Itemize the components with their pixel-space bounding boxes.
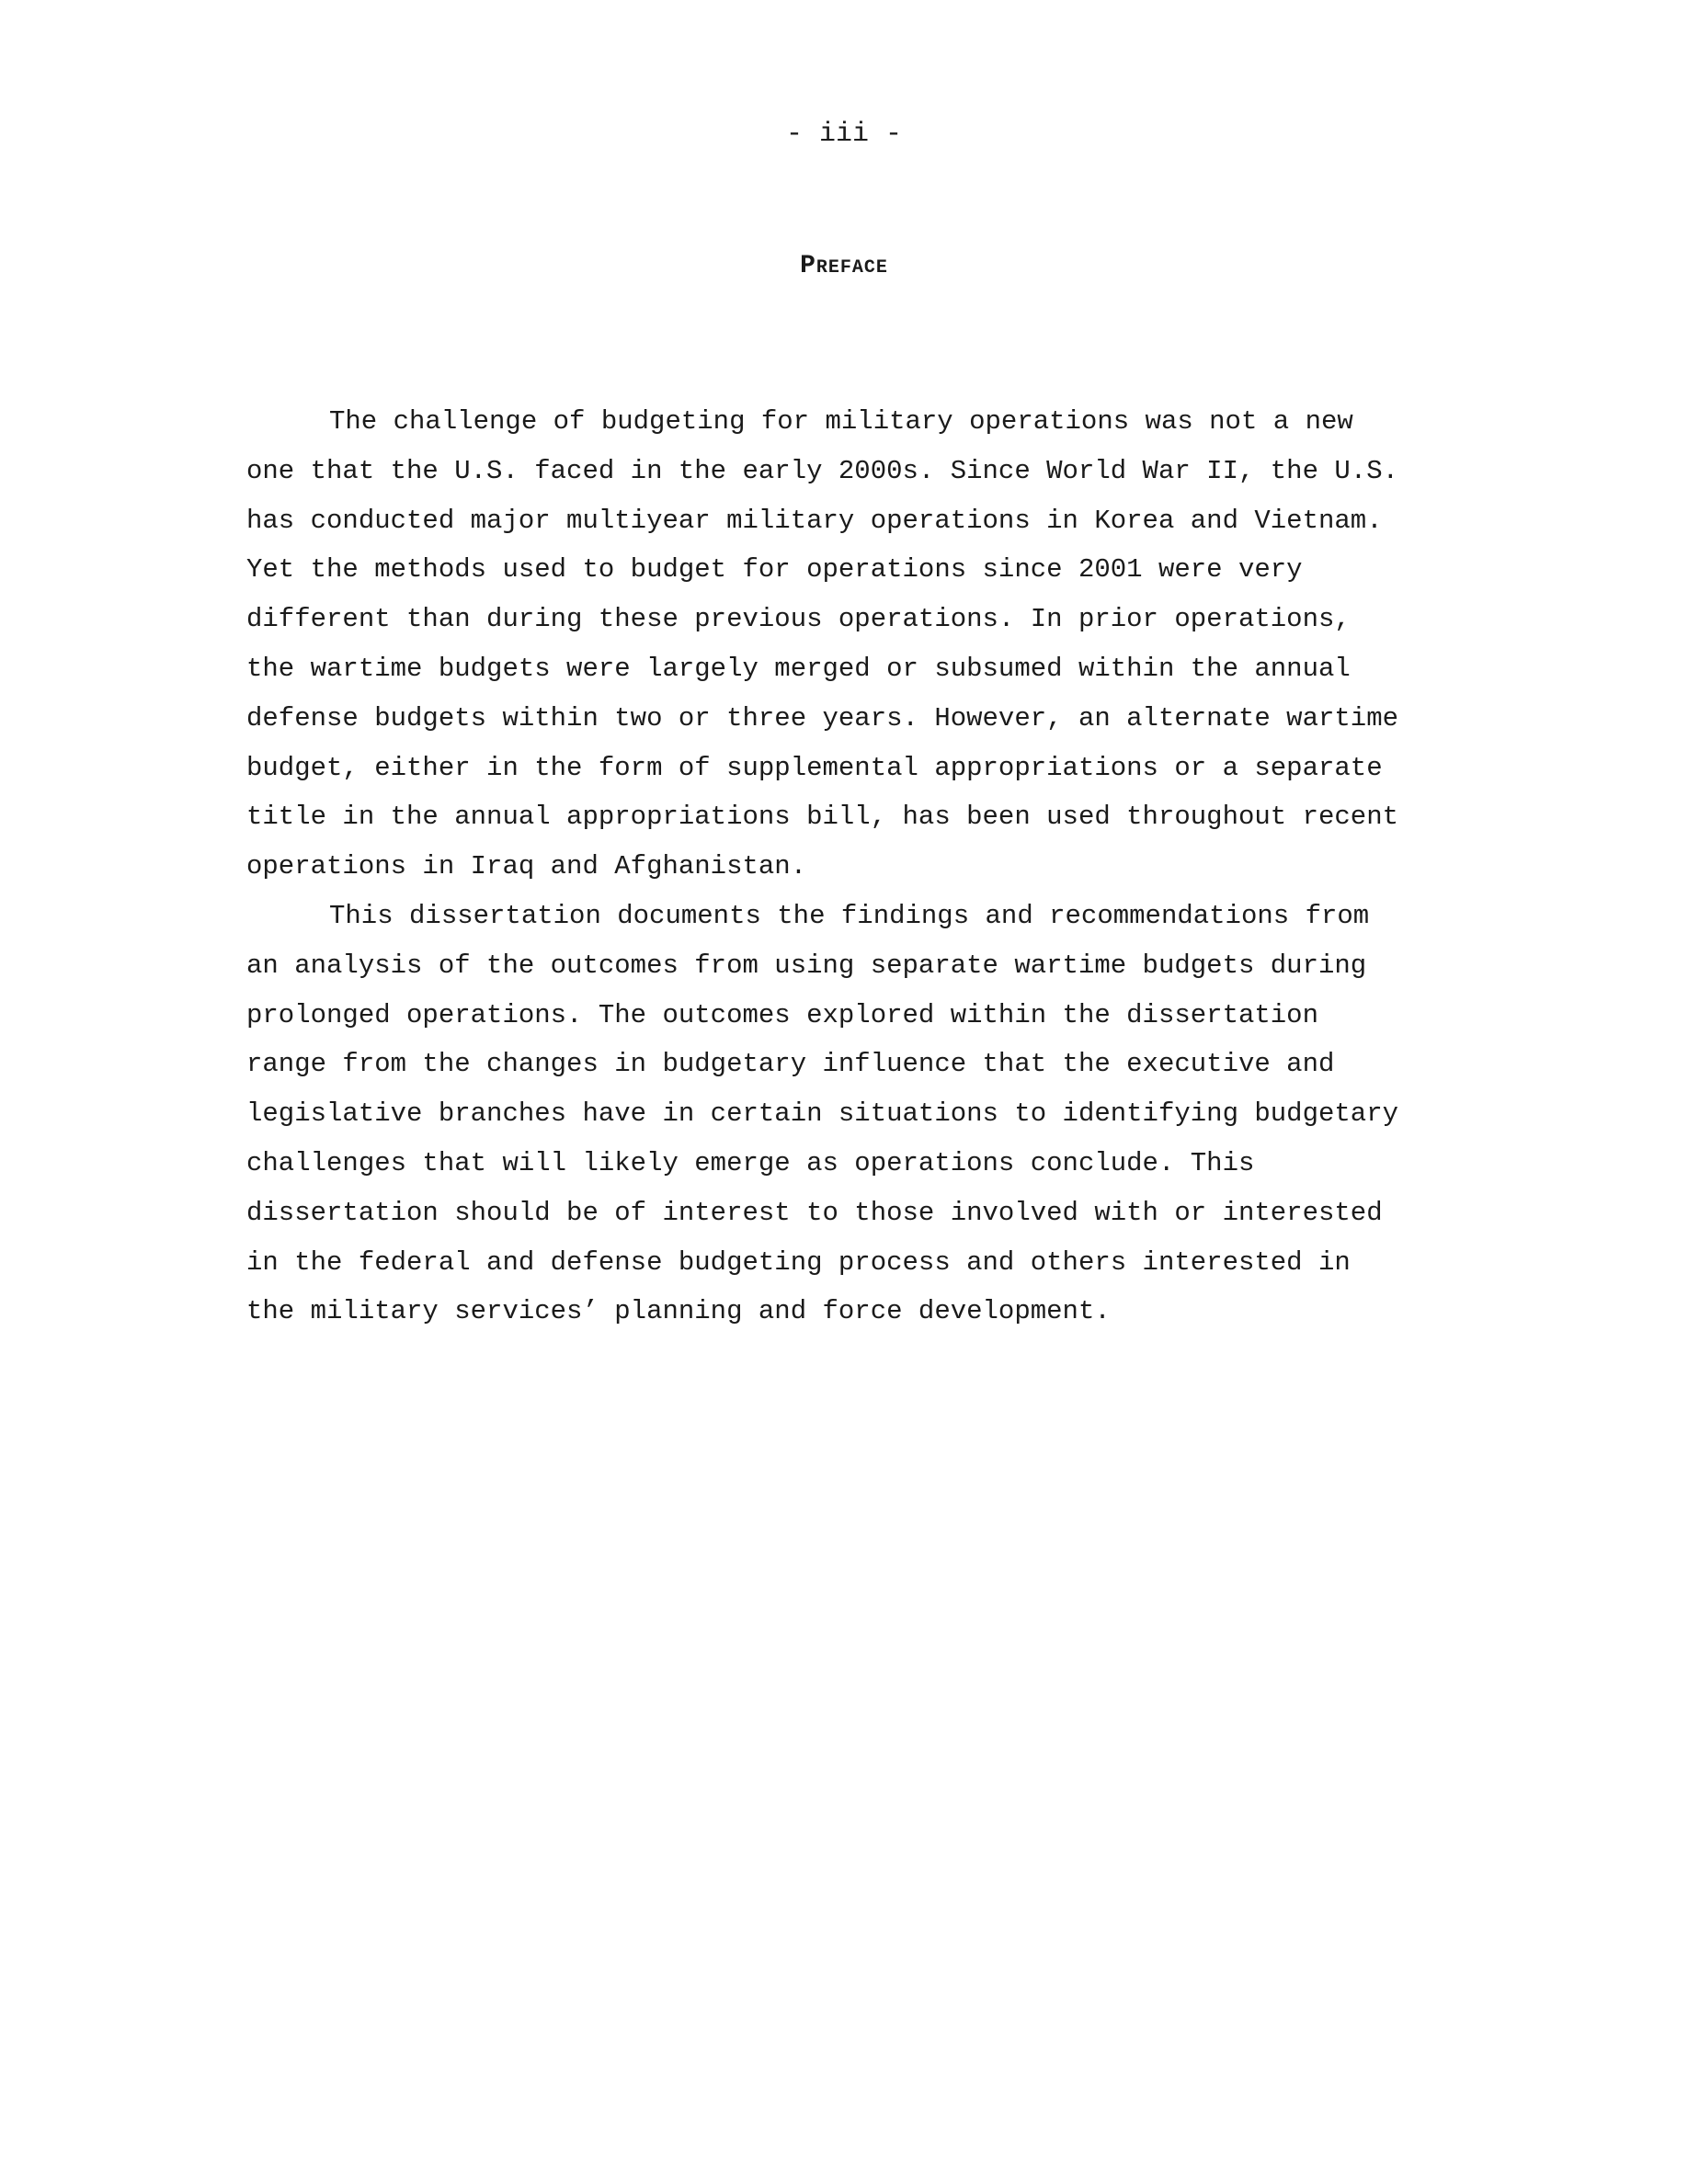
section-heading: Preface [800,252,888,280]
text-line: challenges that will likely emerge as operations conclude. This [246,1147,1255,1178]
text-line: one that the U.S. faced in the early 2000s. Since World War II, the U.S. [246,455,1399,486]
text-line: Yet the methods used to budget for operations since 2001 were very [246,554,1303,586]
text-line: the military services’ planning and force development. [246,1296,1111,1327]
text-line: The challenge of budgeting for military operations was not a new [329,406,1353,437]
text-line: the wartime budgets were largely merged or subsumed within the annual [246,653,1351,684]
text-line: has conducted major multiyear military operations in Korea and Vietnam. [246,505,1383,536]
text-line: different than during these previous operations. In prior operations, [246,604,1351,635]
text-line: dissertation should be of interest to those involved with or interested [246,1197,1383,1228]
body-text [246,397,1442,1337]
text-line: range from the changes in budgetary influence that the executive and [246,1049,1335,1080]
paragraph-2 [246,892,1442,1337]
paragraph-1 [246,397,1442,892]
text-line: This dissertation documents the findings and recommendations from [329,900,1370,931]
text-line: prolonged operations. The outcomes explored within the dissertation [246,999,1318,1030]
text-line: title in the annual appropriations bill, has been used throughout recent [246,802,1399,833]
text-line: budget, either in the form of supplemental appropriations or a separate [246,752,1383,783]
text-line: legislative branches have in certain situations to identifying budgetary [246,1098,1399,1130]
text-line: an analysis of the outcomes from using separate wartime budgets during [246,950,1367,981]
text-line: defense budgets within two or three years. However, an alternate wartime [246,702,1399,734]
text-line: in the federal and defense budgeting process and others interested in [246,1246,1351,1278]
text-line: operations in Iraq and Afghanistan. [246,851,807,882]
page-number: - iii - [785,119,903,150]
